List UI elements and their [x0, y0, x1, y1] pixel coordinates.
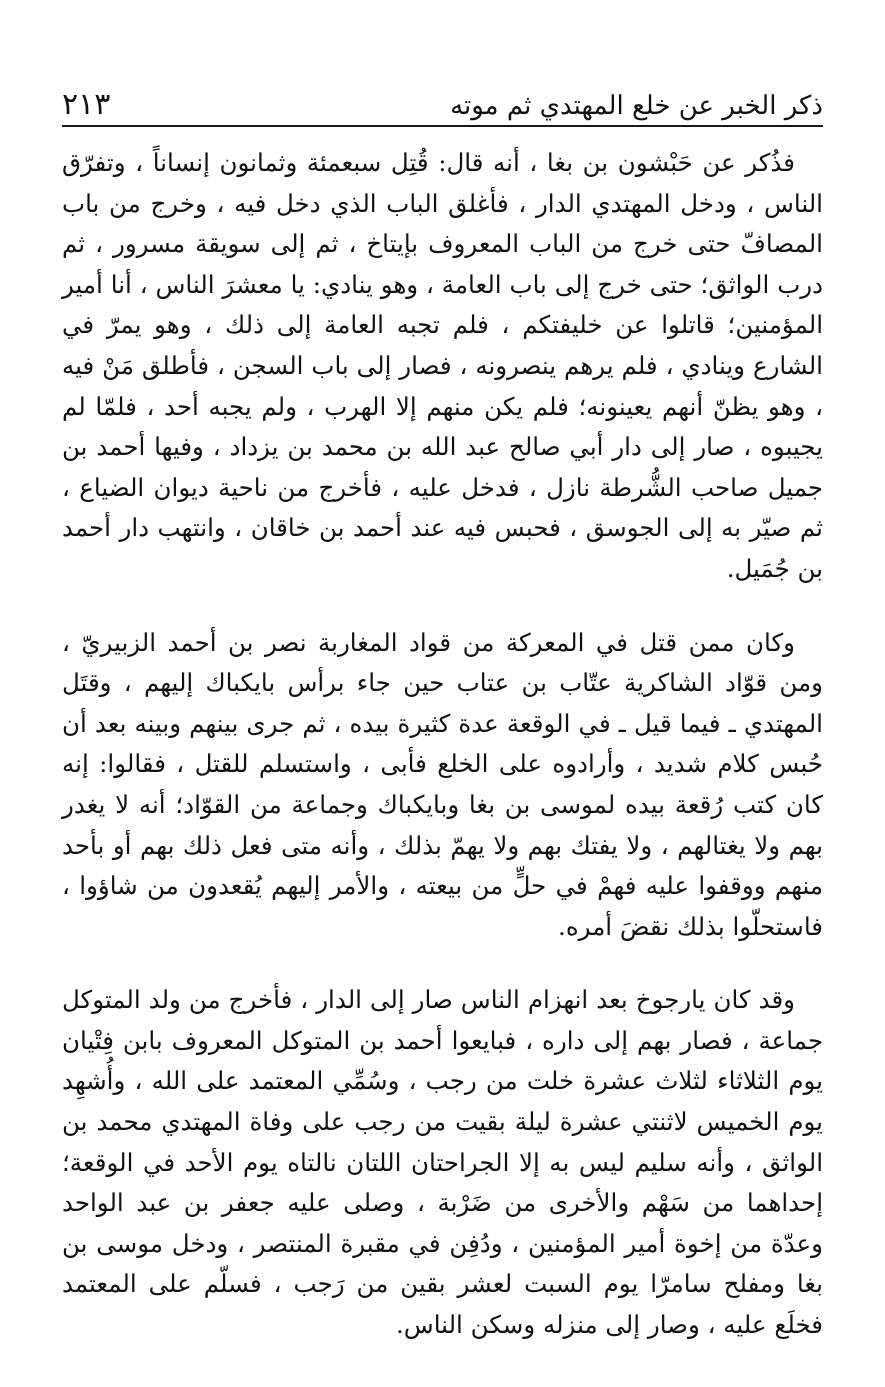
paragraph-1: فذُكر عن حَبْشون بن بغا ، أنه قال: قُتِل سبعمئة وثمانون إنساناً ، وتفرّق الناس ، ودخل المهتدي الدار ، فأغلق الباب الذي دخل فيه ، وخرج من باب المصافّ حتى خرج من الباب المعروف بإيتاخ ، ثم إلى سويقة مسرور ، ثم درب الواثق؛ حتى خرج إلى باب العامة ، وهو ينادي: يا معشرَ الناس ، أنا أمير المؤمنين؛ قاتلوا عن خليفتكم ، فلم تجبه العامة إلى ذلك ، وهو يمرّ في الشارع وينادي ، فلم يرهم ينصرونه ، فصار إلى باب السجن ، فأطلق مَنْ فيه ، وهو يظنّ أنهم يعينونه؛ فلم يكن منهم إلا الهرب ، ولم يجبه أحد ، فلمّا لم يجيبوه ، صار إلى دار أبي صالح عبد الله بن محمد بن يزداد ، وفيها أحمد بن جميل صاحب الشُّرطة نازل ، فدخل عليه ، فأخرج من ناحية ديوان الضياع ، ثم صيّر به إلى الجوسق ، فحبس فيه عند أحمد بن خاقان ، وانتهب دار أحمد بن جُمَيل.	[62, 148, 823, 583]
paragraph-2: وكان ممن قتل في المعركة من قواد المغاربة نصر بن أحمد الزبيريّ ، ومن قوّاد الشاكرية عتّاب بن عتاب حين جاء برأس بايكباك إليهم ، وقتَل المهتدي ـ فيما قيل ـ في الوقعة عدة كثيرة بيده ، ثم جرى بينهم وبينه بعد أن حُبس كلام شديد ، وأرادوه على الخلع فأبى ، واستسلم للقتل ، فقالوا: إنه كان كتب رُقعة بيده لموسى بن بغا وبايكباك وجماعة من القوّاد؛ أنه لا يغدر بهم ولا يغتالهم ، ولا يفتك بهم ولا يهمّ بذلك ، وأنه متى فعل ذلك بهم أو بأحد منهم ووقفوا عليه فهمْ في حلٍّ من بيعته ، والأمر إليهم يُقعدون من شاؤوا ، فاستحلّوا بذلك نقضَ أمره.	[62, 627, 823, 941]
body-text	[62, 143, 823, 1346]
running-head	[62, 78, 823, 122]
running-title: ذكر الخبر عن خلع المهتدي ثم موته	[450, 91, 823, 121]
header-rule	[62, 125, 823, 127]
paragraph-3: وقد كان يارجوخ بعد انهزام الناس صار إلى الدار ، فأخرج من ولد المتوكل جماعة ، فصار بهم إلى داره ، فبايعوا أحمد بن المتوكل المعروف بابن فِتْيان يوم الثلاثاء لثلاث عشرة خلت من رجب ، وسُمِّي المعتمد على الله ، وأُشهِد يوم الخميس لاثنتي عشرة ليلة بقيت من رجب على وفاة المهتدي محمد بن الواثق ، وأنه سليم ليس به إلا الجراحتان اللتان نالتاه يوم الأحد في الوقعة؛ إحداهما من سَهْم والأخرى من ضَرْبة ، وصلى عليه جعفر بن عبد الواحد وعدّة من إخوة أمير المؤمنين ، ودُفِن في مقبرة المنتصر ، ودخل موسى بن بغا ومفلح سامرّا يوم السبت لعشر بقين من رَجب ، فسلّم على المعتمد فخلَع عليه ، وصار إلى منزله وسكن الناس.	[62, 985, 823, 1340]
page-number: ٢١٣	[62, 87, 111, 122]
